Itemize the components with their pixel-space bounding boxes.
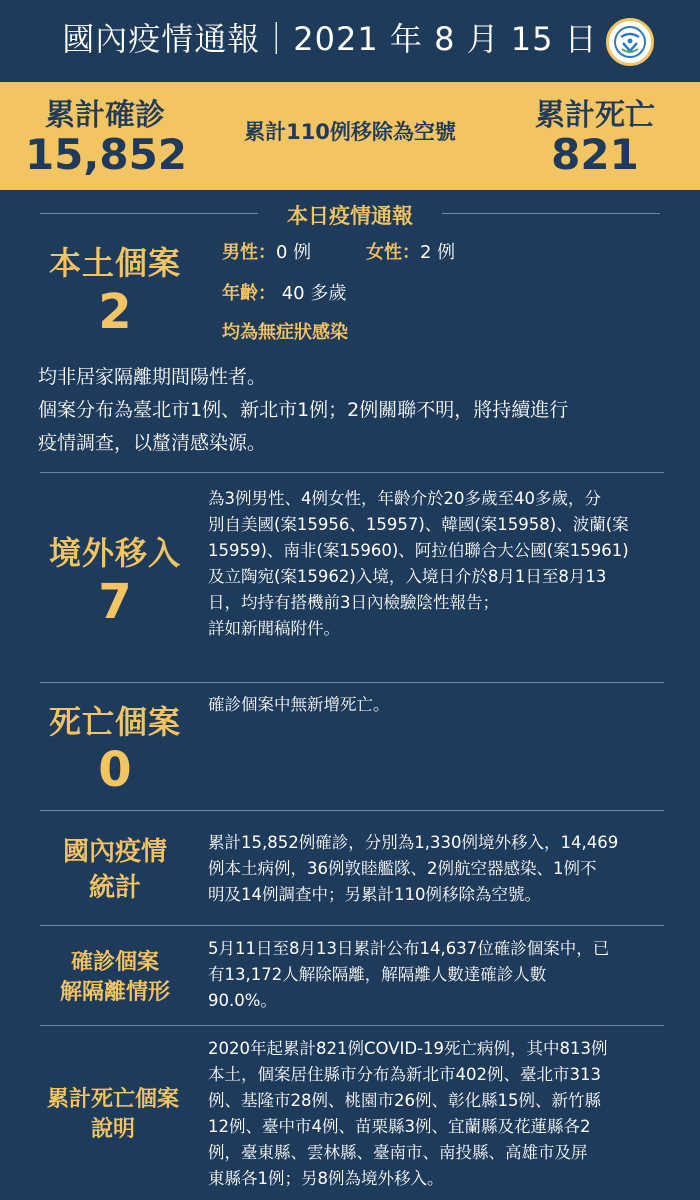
death-stats-description bbox=[208, 1036, 688, 1192]
age-info bbox=[222, 279, 346, 305]
text-line: 有13,172人解除隔離，解隔離人數達確診人數 bbox=[208, 965, 547, 984]
local-description bbox=[38, 361, 678, 460]
text-line: 90.0%。 bbox=[208, 991, 277, 1010]
removed-note: 累計110例移除為空號 bbox=[244, 120, 456, 144]
deaths-value: 821 bbox=[551, 130, 639, 179]
text-line: 明及14例調查中；另累計110例移除為空號。 bbox=[208, 885, 541, 904]
header bbox=[0, 0, 700, 82]
local-cases-value: 2 bbox=[98, 284, 132, 340]
male-value: 0 例 bbox=[276, 242, 312, 263]
text-line: 為3例男性、4例女性，年齡介於20多歲至40多歲，分 bbox=[208, 489, 601, 508]
summary-banner bbox=[0, 82, 700, 190]
label-line: 統計 bbox=[88, 873, 141, 903]
male-label: 男性： bbox=[222, 242, 276, 263]
death-stats-label bbox=[20, 1085, 206, 1145]
domestic-stats-description bbox=[208, 830, 678, 908]
confirmed-value: 15,852 bbox=[24, 130, 188, 179]
text-line: 別自美國(案15956、15957)、韓國(案15958)、波蘭(案 bbox=[208, 515, 629, 534]
confirmed-label: 累計確診 bbox=[45, 98, 165, 133]
death-cases-value: 0 bbox=[98, 742, 132, 798]
asymptomatic-note: 均為無症狀感染 bbox=[222, 322, 348, 343]
label-line: 解隔離情形 bbox=[59, 980, 170, 1005]
divider bbox=[40, 810, 664, 811]
label-line: 確診個案 bbox=[70, 950, 159, 975]
text-line: 及立陶宛(案15962)入境，入境日介於8月1日至8月13 bbox=[208, 567, 607, 586]
local-cases-label: 本土個案 bbox=[48, 244, 181, 282]
imported-cases-label: 境外移入 bbox=[48, 534, 181, 572]
label-line: 國內疫情 bbox=[62, 837, 167, 867]
isolation-label bbox=[30, 948, 200, 1008]
text-line: 例、基隆市28例、桃園市26例、彰化縣15例、新竹縣 bbox=[208, 1091, 601, 1110]
divider bbox=[40, 682, 664, 683]
deaths-label: 累計死亡 bbox=[535, 98, 655, 133]
female-label: 女性： bbox=[366, 242, 420, 263]
label-line: 累計死亡個案 bbox=[46, 1087, 179, 1112]
text-line: 12例、臺中市4例、苗栗縣3例、宜蘭縣及花蓮縣各2 bbox=[208, 1117, 591, 1136]
isolation-description bbox=[208, 936, 678, 1014]
text-line: 例本土病例，36例敦睦艦隊、2例航空器感染、1例不 bbox=[208, 859, 597, 878]
text-line: 本土，個案居住縣市分布為新北市402例、臺北市313 bbox=[208, 1065, 601, 1084]
male-count bbox=[222, 238, 311, 264]
text-line: 5月11日至8月13日累計公布14,637位確診個案中，已 bbox=[208, 939, 610, 958]
imported-cases-value: 7 bbox=[98, 574, 132, 630]
text-line: 個案分布為臺北市1例、新北市1例；2例關聯不明，將持續進行 bbox=[38, 399, 569, 421]
cdc-logo-icon bbox=[606, 18, 654, 66]
death-cases-description: 確診個案中無新增死亡。 bbox=[208, 695, 390, 714]
daily-report-title: 本日疫情通報 bbox=[287, 204, 413, 228]
text-line: 例，臺東縣、雲林縣、臺南市、南投縣、高雄市及屏 bbox=[208, 1143, 588, 1162]
female-value: 2 例 bbox=[420, 242, 456, 263]
text-line: 累計15,852例確診，分別為1,330例境外移入，14,469 bbox=[208, 833, 619, 852]
divider bbox=[442, 213, 660, 214]
text-line: 日，均持有搭機前3日內檢驗陰性報告； bbox=[208, 593, 499, 612]
page-title: 國內疫情通報｜2021 年 8 月 15 日 bbox=[62, 20, 598, 58]
label-line: 說明 bbox=[90, 1117, 135, 1142]
imported-description bbox=[208, 486, 678, 642]
logo-graphic bbox=[609, 21, 651, 63]
divider bbox=[40, 925, 664, 926]
age-value: 40 多歲 bbox=[276, 283, 347, 304]
divider bbox=[40, 472, 664, 473]
text-line: 均非居家隔離期間陽性者。 bbox=[38, 366, 267, 388]
age-label: 年齡： bbox=[222, 283, 276, 304]
death-cases-label: 死亡個案 bbox=[48, 703, 181, 741]
text-line: 2020年起累計821例COVID-19死亡病例，其中813例 bbox=[208, 1039, 608, 1058]
domestic-stats-label bbox=[30, 834, 200, 906]
text-line: 15959)、南非(案15960)、阿拉伯聯合大公國(案15961) bbox=[208, 541, 629, 560]
female-count bbox=[366, 238, 455, 264]
divider bbox=[40, 213, 258, 214]
text-line: 詳如新聞稿附件。 bbox=[208, 619, 340, 638]
divider bbox=[40, 1025, 664, 1026]
text-line: 疫情調查，以釐清感染源。 bbox=[38, 432, 267, 454]
text-line: 東縣各1例；另8例為境外移入。 bbox=[208, 1169, 444, 1188]
